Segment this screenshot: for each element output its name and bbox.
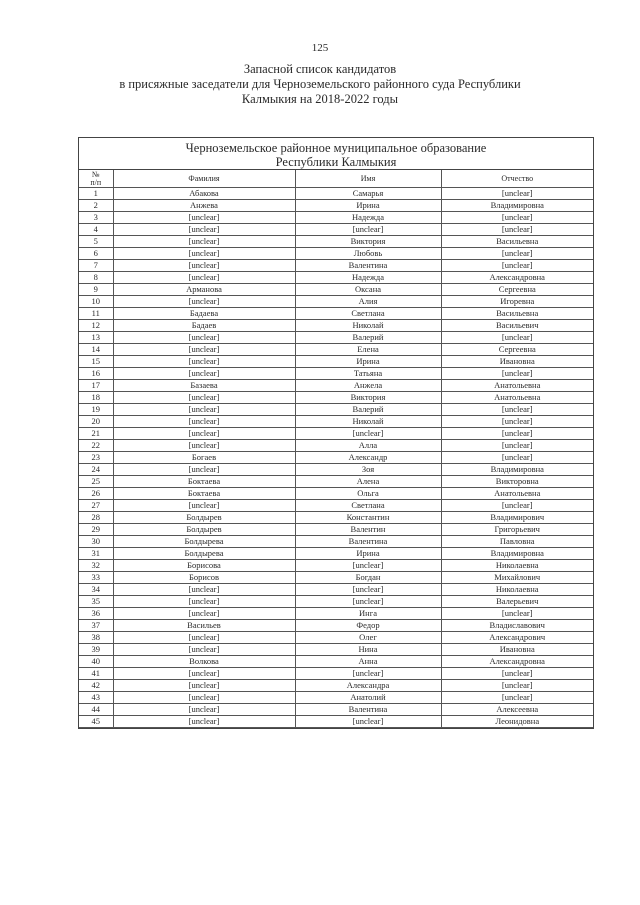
table-row — [79, 200, 593, 212]
cell-last-name: [unclear] — [113, 584, 295, 596]
cell-last-name: [unclear] — [113, 332, 295, 344]
cell-last-name: Васильев — [113, 620, 295, 632]
table-row — [79, 560, 593, 572]
cell-first-name: Анжела — [295, 380, 441, 392]
cell-number: 20 — [79, 416, 113, 428]
cell-last-name: Анжева — [113, 200, 295, 212]
heading-line-3: Калмыкия на 2018-2022 годы — [241, 92, 399, 106]
cell-first-name: Ирина — [295, 200, 441, 212]
cell-patronymic: Анатольевна — [441, 380, 593, 392]
cell-number: 31 — [79, 548, 113, 560]
table-row — [79, 416, 593, 428]
cell-patronymic: [unclear] — [441, 680, 593, 692]
cell-last-name: Богаев — [113, 452, 295, 464]
cell-number: 26 — [79, 488, 113, 500]
cell-last-name: Борисова — [113, 560, 295, 572]
table-row — [79, 608, 593, 620]
number-abbrev: п/п — [90, 177, 102, 187]
cell-patronymic: Александрович — [441, 632, 593, 644]
table-row — [79, 632, 593, 644]
cell-patronymic: [unclear] — [441, 368, 593, 380]
cell-last-name: Болдырев — [113, 512, 295, 524]
cell-last-name: [unclear] — [113, 212, 295, 224]
cell-number: 22 — [79, 440, 113, 452]
table-row — [79, 380, 593, 392]
cell-number: 9 — [79, 284, 113, 296]
cell-first-name: [unclear] — [295, 560, 441, 572]
table-row — [79, 404, 593, 416]
cell-number: 10 — [79, 296, 113, 308]
cell-number: 44 — [79, 704, 113, 716]
table-row — [79, 524, 593, 536]
cell-number: 33 — [79, 572, 113, 584]
cell-number: 38 — [79, 632, 113, 644]
cell-number: 13 — [79, 332, 113, 344]
cell-last-name: [unclear] — [113, 704, 295, 716]
cell-first-name: Олег — [295, 632, 441, 644]
heading-line-2: в присяжные заседатели для Черноземельского районного суда Республики — [119, 77, 521, 91]
cell-patronymic: Васильевич — [441, 320, 593, 332]
cell-first-name: Зоя — [295, 464, 441, 476]
cell-patronymic: Васильевна — [441, 236, 593, 248]
cell-patronymic: Алексеевна — [441, 704, 593, 716]
cell-last-name: [unclear] — [113, 296, 295, 308]
cell-number: 30 — [79, 536, 113, 548]
cell-first-name: [unclear] — [295, 428, 441, 440]
cell-last-name: [unclear] — [113, 392, 295, 404]
cell-last-name: [unclear] — [113, 404, 295, 416]
cell-last-name: [unclear] — [113, 668, 295, 680]
column-header-first-name: Имя — [295, 170, 441, 188]
cell-first-name: Ирина — [295, 356, 441, 368]
cell-first-name: Нина — [295, 644, 441, 656]
cell-number: 34 — [79, 584, 113, 596]
candidates-grid — [79, 170, 593, 728]
cell-number: 11 — [79, 308, 113, 320]
table-row — [79, 212, 593, 224]
table-row — [79, 428, 593, 440]
cell-first-name: [unclear] — [295, 596, 441, 608]
cell-patronymic: [unclear] — [441, 416, 593, 428]
cell-patronymic: Владиславович — [441, 620, 593, 632]
cell-patronymic: [unclear] — [441, 692, 593, 704]
cell-last-name: [unclear] — [113, 368, 295, 380]
cell-patronymic: Владимирович — [441, 512, 593, 524]
cell-last-name: [unclear] — [113, 608, 295, 620]
document-heading — [80, 62, 560, 107]
cell-patronymic: [unclear] — [441, 440, 593, 452]
table-row — [79, 248, 593, 260]
cell-first-name: Надежда — [295, 212, 441, 224]
cell-patronymic: Леонидовна — [441, 716, 593, 728]
cell-last-name: [unclear] — [113, 344, 295, 356]
cell-number: 3 — [79, 212, 113, 224]
cell-patronymic: [unclear] — [441, 212, 593, 224]
cell-last-name: [unclear] — [113, 248, 295, 260]
cell-first-name: Светлана — [295, 500, 441, 512]
cell-first-name: Николай — [295, 416, 441, 428]
cell-number: 23 — [79, 452, 113, 464]
cell-first-name: Александра — [295, 680, 441, 692]
cell-first-name: Валерий — [295, 332, 441, 344]
cell-last-name: [unclear] — [113, 500, 295, 512]
cell-number: 35 — [79, 596, 113, 608]
cell-first-name: Ирина — [295, 548, 441, 560]
cell-number: 29 — [79, 524, 113, 536]
cell-last-name: Боктаева — [113, 476, 295, 488]
table-row — [79, 308, 593, 320]
candidates-table — [78, 137, 594, 729]
cell-last-name: Боктаева — [113, 488, 295, 500]
org-title-line-2: Республики Калмыкия — [275, 155, 397, 169]
cell-patronymic: [unclear] — [441, 428, 593, 440]
cell-patronymic: Павловна — [441, 536, 593, 548]
cell-number: 32 — [79, 560, 113, 572]
cell-first-name: Богдан — [295, 572, 441, 584]
column-header-last-name: Фамилия — [113, 170, 295, 188]
cell-first-name: Оксана — [295, 284, 441, 296]
cell-first-name: Алла — [295, 440, 441, 452]
cell-last-name: Болдырева — [113, 548, 295, 560]
table-row — [79, 452, 593, 464]
cell-first-name: Валентина — [295, 536, 441, 548]
cell-first-name: [unclear] — [295, 584, 441, 596]
cell-number: 6 — [79, 248, 113, 260]
cell-patronymic: Игоревна — [441, 296, 593, 308]
table-row — [79, 476, 593, 488]
cell-last-name: [unclear] — [113, 260, 295, 272]
table-row — [79, 692, 593, 704]
org-title-line-1: Черноземельское районное муниципальное образование — [185, 141, 487, 155]
cell-last-name: Болдырев — [113, 524, 295, 536]
cell-first-name: Ольга — [295, 488, 441, 500]
cell-first-name: [unclear] — [295, 716, 441, 728]
cell-patronymic: Владимировна — [441, 464, 593, 476]
cell-patronymic: Васильевна — [441, 308, 593, 320]
table-row — [79, 488, 593, 500]
cell-number: 5 — [79, 236, 113, 248]
table-row — [79, 188, 593, 200]
cell-last-name: Болдырева — [113, 536, 295, 548]
cell-number: 28 — [79, 512, 113, 524]
cell-last-name: [unclear] — [113, 464, 295, 476]
cell-number: 14 — [79, 344, 113, 356]
cell-number: 27 — [79, 500, 113, 512]
table-row — [79, 716, 593, 728]
cell-last-name: [unclear] — [113, 716, 295, 728]
cell-first-name: Александр — [295, 452, 441, 464]
cell-last-name: Базаева — [113, 380, 295, 392]
cell-patronymic: Владимировна — [441, 200, 593, 212]
cell-number: 24 — [79, 464, 113, 476]
cell-last-name: [unclear] — [113, 236, 295, 248]
cell-last-name: [unclear] — [113, 692, 295, 704]
cell-patronymic: Ивановна — [441, 356, 593, 368]
cell-patronymic: Николаевна — [441, 584, 593, 596]
table-row — [79, 284, 593, 296]
cell-number: 4 — [79, 224, 113, 236]
cell-first-name: Елена — [295, 344, 441, 356]
cell-patronymic: [unclear] — [441, 404, 593, 416]
table-row — [79, 656, 593, 668]
cell-number: 7 — [79, 260, 113, 272]
cell-first-name: Николай — [295, 320, 441, 332]
cell-patronymic: Анатольевна — [441, 488, 593, 500]
cell-first-name: Алена — [295, 476, 441, 488]
cell-first-name: Самарья — [295, 188, 441, 200]
column-header-patronymic: Отчество — [441, 170, 593, 188]
cell-first-name: Виктория — [295, 392, 441, 404]
cell-patronymic: Валерьевич — [441, 596, 593, 608]
cell-patronymic: [unclear] — [441, 452, 593, 464]
table-header-row — [79, 170, 593, 188]
cell-last-name: [unclear] — [113, 632, 295, 644]
cell-first-name: Виктория — [295, 236, 441, 248]
cell-number: 1 — [79, 188, 113, 200]
cell-patronymic: [unclear] — [441, 188, 593, 200]
cell-first-name: Любовь — [295, 248, 441, 260]
cell-last-name: [unclear] — [113, 596, 295, 608]
table-row — [79, 512, 593, 524]
cell-first-name: Татьяна — [295, 368, 441, 380]
cell-number: 45 — [79, 716, 113, 728]
cell-patronymic: Александровна — [441, 272, 593, 284]
cell-patronymic: Владимировна — [441, 548, 593, 560]
table-row — [79, 368, 593, 380]
cell-first-name: Федор — [295, 620, 441, 632]
cell-number: 16 — [79, 368, 113, 380]
cell-number: 18 — [79, 392, 113, 404]
cell-first-name: Валентина — [295, 704, 441, 716]
table-row — [79, 584, 593, 596]
cell-last-name: Абакова — [113, 188, 295, 200]
cell-last-name: [unclear] — [113, 416, 295, 428]
cell-first-name: Алия — [295, 296, 441, 308]
cell-number: 17 — [79, 380, 113, 392]
page-number: 125 — [311, 42, 329, 54]
cell-last-name: Бадаева — [113, 308, 295, 320]
cell-number: 25 — [79, 476, 113, 488]
cell-first-name: Валентина — [295, 260, 441, 272]
table-row — [79, 332, 593, 344]
cell-last-name: Бадаев — [113, 320, 295, 332]
cell-patronymic: Сергеевна — [441, 284, 593, 296]
cell-first-name: Валерий — [295, 404, 441, 416]
table-row — [79, 260, 593, 272]
cell-last-name: [unclear] — [113, 644, 295, 656]
table-row — [79, 548, 593, 560]
column-header-number — [79, 170, 113, 188]
cell-first-name: Инга — [295, 608, 441, 620]
table-row — [79, 356, 593, 368]
table-row — [79, 224, 593, 236]
cell-number: 8 — [79, 272, 113, 284]
table-row — [79, 464, 593, 476]
cell-last-name: Волкова — [113, 656, 295, 668]
cell-number: 36 — [79, 608, 113, 620]
cell-first-name: Анатолий — [295, 692, 441, 704]
cell-first-name: Светлана — [295, 308, 441, 320]
table-row — [79, 668, 593, 680]
cell-patronymic: Александровна — [441, 656, 593, 668]
cell-first-name: [unclear] — [295, 224, 441, 236]
table-row — [79, 536, 593, 548]
table-row — [79, 572, 593, 584]
table-row — [79, 272, 593, 284]
cell-patronymic: Григорьевич — [441, 524, 593, 536]
cell-number: 42 — [79, 680, 113, 692]
cell-patronymic: Николаевна — [441, 560, 593, 572]
cell-patronymic: [unclear] — [441, 668, 593, 680]
cell-patronymic: Ивановна — [441, 644, 593, 656]
cell-last-name: Арманова — [113, 284, 295, 296]
cell-number: 40 — [79, 656, 113, 668]
table-row — [79, 644, 593, 656]
cell-last-name: Борисов — [113, 572, 295, 584]
cell-number: 39 — [79, 644, 113, 656]
cell-patronymic: Викторовна — [441, 476, 593, 488]
cell-patronymic: [unclear] — [441, 224, 593, 236]
cell-patronymic: Михайлович — [441, 572, 593, 584]
cell-patronymic: [unclear] — [441, 608, 593, 620]
cell-number: 21 — [79, 428, 113, 440]
cell-number: 43 — [79, 692, 113, 704]
table-body — [79, 188, 593, 728]
heading-line-1: Запасной список кандидатов — [243, 62, 397, 76]
cell-last-name: [unclear] — [113, 272, 295, 284]
cell-number: 2 — [79, 200, 113, 212]
table-row — [79, 236, 593, 248]
table-row — [79, 500, 593, 512]
table-row — [79, 392, 593, 404]
table-row — [79, 320, 593, 332]
table-row — [79, 296, 593, 308]
cell-number: 19 — [79, 404, 113, 416]
table-row — [79, 596, 593, 608]
cell-last-name: [unclear] — [113, 440, 295, 452]
cell-patronymic: [unclear] — [441, 332, 593, 344]
cell-patronymic: [unclear] — [441, 248, 593, 260]
cell-last-name: [unclear] — [113, 224, 295, 236]
cell-number: 15 — [79, 356, 113, 368]
cell-last-name: [unclear] — [113, 680, 295, 692]
table-row — [79, 704, 593, 716]
cell-first-name: Надежда — [295, 272, 441, 284]
cell-patronymic: [unclear] — [441, 260, 593, 272]
cell-patronymic: Сергеевна — [441, 344, 593, 356]
table-row — [79, 344, 593, 356]
org-title — [79, 138, 593, 170]
table-row — [79, 440, 593, 452]
table-row — [79, 680, 593, 692]
cell-first-name: Анна — [295, 656, 441, 668]
number-sign: № — [91, 170, 100, 179]
cell-number: 12 — [79, 320, 113, 332]
cell-number: 37 — [79, 620, 113, 632]
cell-first-name: Валентин — [295, 524, 441, 536]
cell-patronymic: [unclear] — [441, 500, 593, 512]
cell-number: 41 — [79, 668, 113, 680]
cell-last-name: [unclear] — [113, 356, 295, 368]
table-row — [79, 620, 593, 632]
cell-patronymic: Анатольевна — [441, 392, 593, 404]
cell-first-name: Константин — [295, 512, 441, 524]
cell-last-name: [unclear] — [113, 428, 295, 440]
cell-first-name: [unclear] — [295, 668, 441, 680]
